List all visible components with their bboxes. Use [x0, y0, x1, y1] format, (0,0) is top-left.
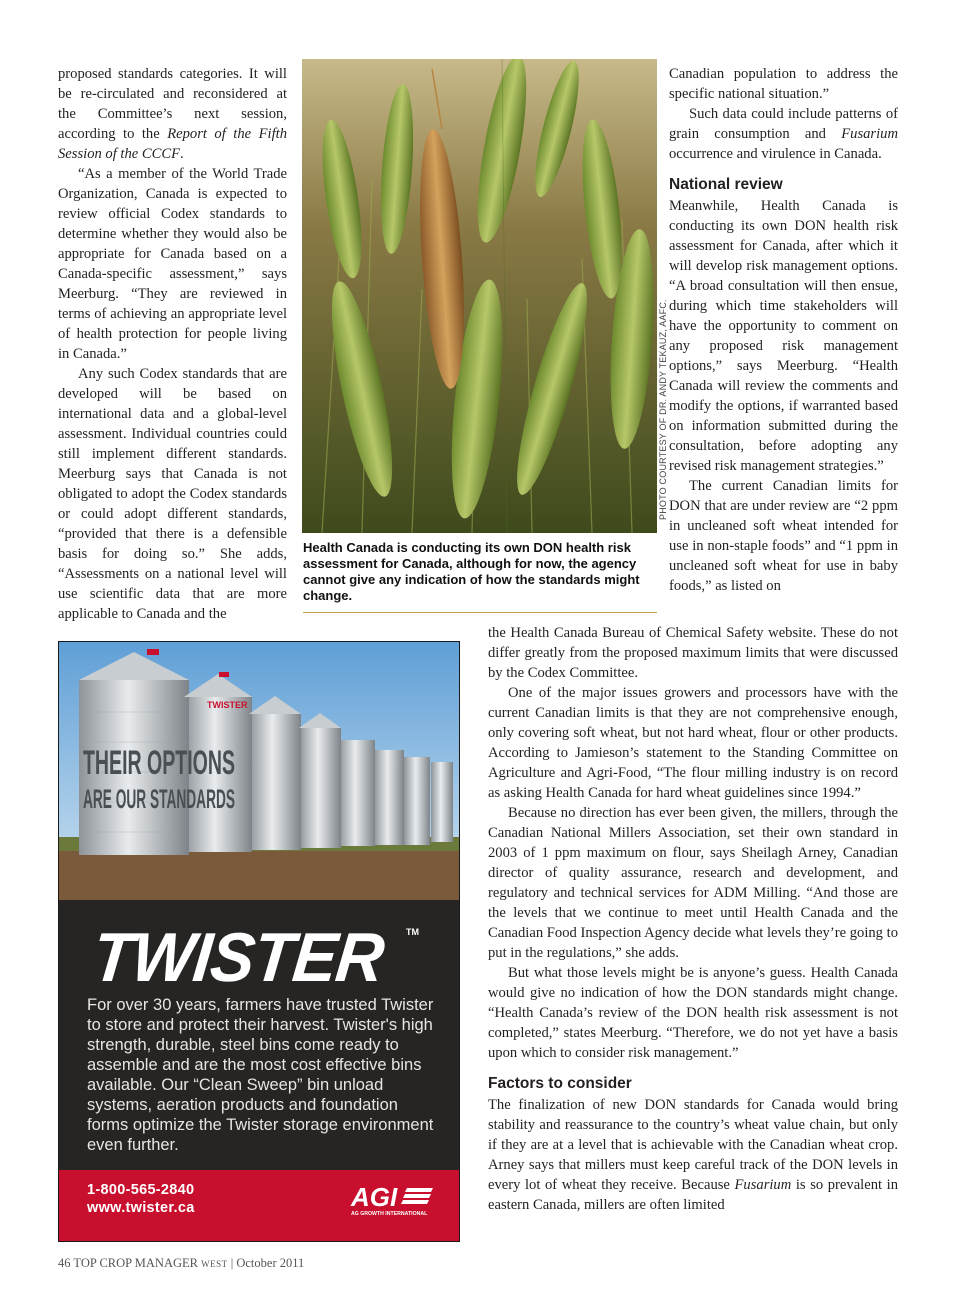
- paragraph-text: proposed standards categories. It will be re-circulated and reconsidered at the Committee’s next session, according to the: [58, 66, 287, 142]
- issue-date: October 2011: [236, 1256, 305, 1270]
- report-title: Report of the Fifth Session of the CCCF: [58, 126, 287, 162]
- paragraph-text: occurrence and virulence in Canada.: [669, 146, 882, 162]
- trademark-symbol: TM: [406, 927, 419, 937]
- paragraph: [669, 104, 898, 164]
- paragraph: One of the major issues growers and processors have with the current Canadian limits is that they are not comprehensive enough, only covering soft wheat, but not hard wheat, flour or other products. According to Jamieson’s statement to the Standing Committee on Agriculture and Agri-Food, “The flour milling industry is on record as asking Health Canada for hard wheat guidelines since 1994.”: [488, 685, 898, 801]
- page-footer: [58, 1256, 304, 1271]
- paragraph-text: is so prevalent in eastern Canada, millers are often limited: [488, 1177, 898, 1213]
- paragraph: The current Canadian limits for DON that are under review are “2 ppm in uncleaned soft wheat intended for use in non-staple foods” and “1 ppm in uncleaned soft wheat for use in baby foods,” as listed on: [669, 478, 898, 594]
- ad-phone-number[interactable]: 1-800-565-2840: [87, 1182, 195, 1198]
- paragraph: the Health Canada Bureau of Chemical Safety website. These do not differ greatly from the proposed maximum limits that were discussed by the Codex Committee.: [488, 625, 898, 681]
- photo-caption: Health Canada is conducting its own DON health risk assessment for Canada, although for now, the agency cannot give any indication of how the standards might change.: [303, 540, 640, 603]
- paragraph: [488, 1095, 898, 1215]
- agi-logo-text: AGI: [351, 1182, 398, 1212]
- edition-label: WEST: [201, 1259, 228, 1269]
- article-column-lower: [488, 623, 898, 1215]
- twister-logo: TWISTER: [88, 918, 388, 996]
- agi-logo-subtitle: AG GROWTH INTERNATIONAL: [351, 1211, 428, 1217]
- paragraph: “As a member of the World Trade Organization, Canada is expected to review official Codex standards to determine whether they would also be appropriate for Canada based on a Canada-specific assessment,” says Meerburg. “They are reviewed in terms of achieving an appropriate level of health protection for people living in Canada.”: [58, 166, 287, 362]
- wheat-photo: [302, 59, 657, 533]
- section-heading-factors: Factors to consider: [488, 1075, 632, 1092]
- agi-logo: [349, 1182, 439, 1218]
- fusarium-term: Fusarium: [734, 1177, 792, 1193]
- magazine-name: TOP CROP MANAGER: [73, 1256, 198, 1270]
- paragraph: Any such Codex standards that are developed will be based on international data and a global-level assessment. Individual countries could still implement different standards. Meerburg says that Canada is not obligated to adopt the Codex standards or could adopt different standards, “provided that there is a defensible basis for doing so.” She adds, “Assessments on a national level will use scientific data that are more applicable to Canada and the: [58, 366, 287, 622]
- fusarium-term: Fusarium: [841, 126, 898, 142]
- article-column-right: [669, 64, 898, 596]
- paragraph-text: Such data could include patterns of grain consumption and: [669, 106, 898, 142]
- paragraph: [58, 64, 287, 164]
- grain-bins-photo: [59, 642, 459, 900]
- paragraph: Canadian population to address the specific national situation.”: [669, 66, 898, 102]
- paragraph: Meanwhile, Health Canada is conducting its own DON health risk assessment for Canada, after which it will develop risk management options. “A broad consultation will then ensue, during which time stakeholders will have the opportunity to comment on any proposed risk management options,” says Meerburg. “Health Canada will review the comments and modify the options, if warranted based on information submitted during the consultation, before adopting any revised risk management strategies.”: [669, 198, 898, 474]
- caption-divider: [303, 612, 657, 613]
- bin-label: TWISTER: [207, 700, 248, 710]
- ad-headline-line1: THEIR OPTIONS: [83, 744, 235, 782]
- ad-website-link[interactable]: www.twister.ca: [87, 1200, 195, 1216]
- ad-body-text: For over 30 years, farmers have trusted Twister to store and protect their harvest. Twister's high strength, durable, steel bins come ready to assemble and are the most cost effective bins available. Our “Clean Sweep” bin unload systems, aeration products and foundation forms optimize the Twister storage environment even further.: [87, 996, 434, 1154]
- paragraph-text: .: [180, 146, 184, 162]
- ad-headline-line2: ARE OUR STANDARDS: [83, 784, 235, 814]
- paragraph-text: The finalization of new DON standards for Canada would bring stability and reassurance to the country’s wheat value chain, but only if they are at a level that is achievable with the Canadian wheat crop. Arney says that millers must keep careful track of the DON levels in every lot of wheat they receive. Because: [488, 1097, 898, 1193]
- section-heading-national-review: National review: [669, 176, 783, 193]
- article-column-left: [58, 64, 287, 624]
- paragraph: Because no direction has ever been given, the millers, through the Canadian National Millers Association, set their own standard in 2003 of 1 ppm maximum on flour, says Sheilagh Arney, Canadian director of quality assurance, research and development, and regulatory and technical services for ADM Milling. “And those are the levels that we continue to meet until Health Canada and the Canadian Food Inspection Agency decide what levels they’re going to put in the regulations,” she adds.: [488, 805, 898, 961]
- twister-advertisement[interactable]: [58, 641, 460, 1242]
- paragraph: But what those levels might be is anyone’s guess. Health Canada would give no indication of how the DON standards might change. “Health Canada’s review of the DON health risk assessment is not completed,” states Meerburg. “Therefore, we do not yet have a basis upon which to consider risk management.”: [488, 965, 898, 1061]
- footer-separator: |: [230, 1256, 234, 1270]
- page-number: 46: [58, 1256, 71, 1270]
- photo-credit-text: PHOTO COURTESY OF DR. ANDY TEKAUZ, AAFC.: [658, 299, 668, 520]
